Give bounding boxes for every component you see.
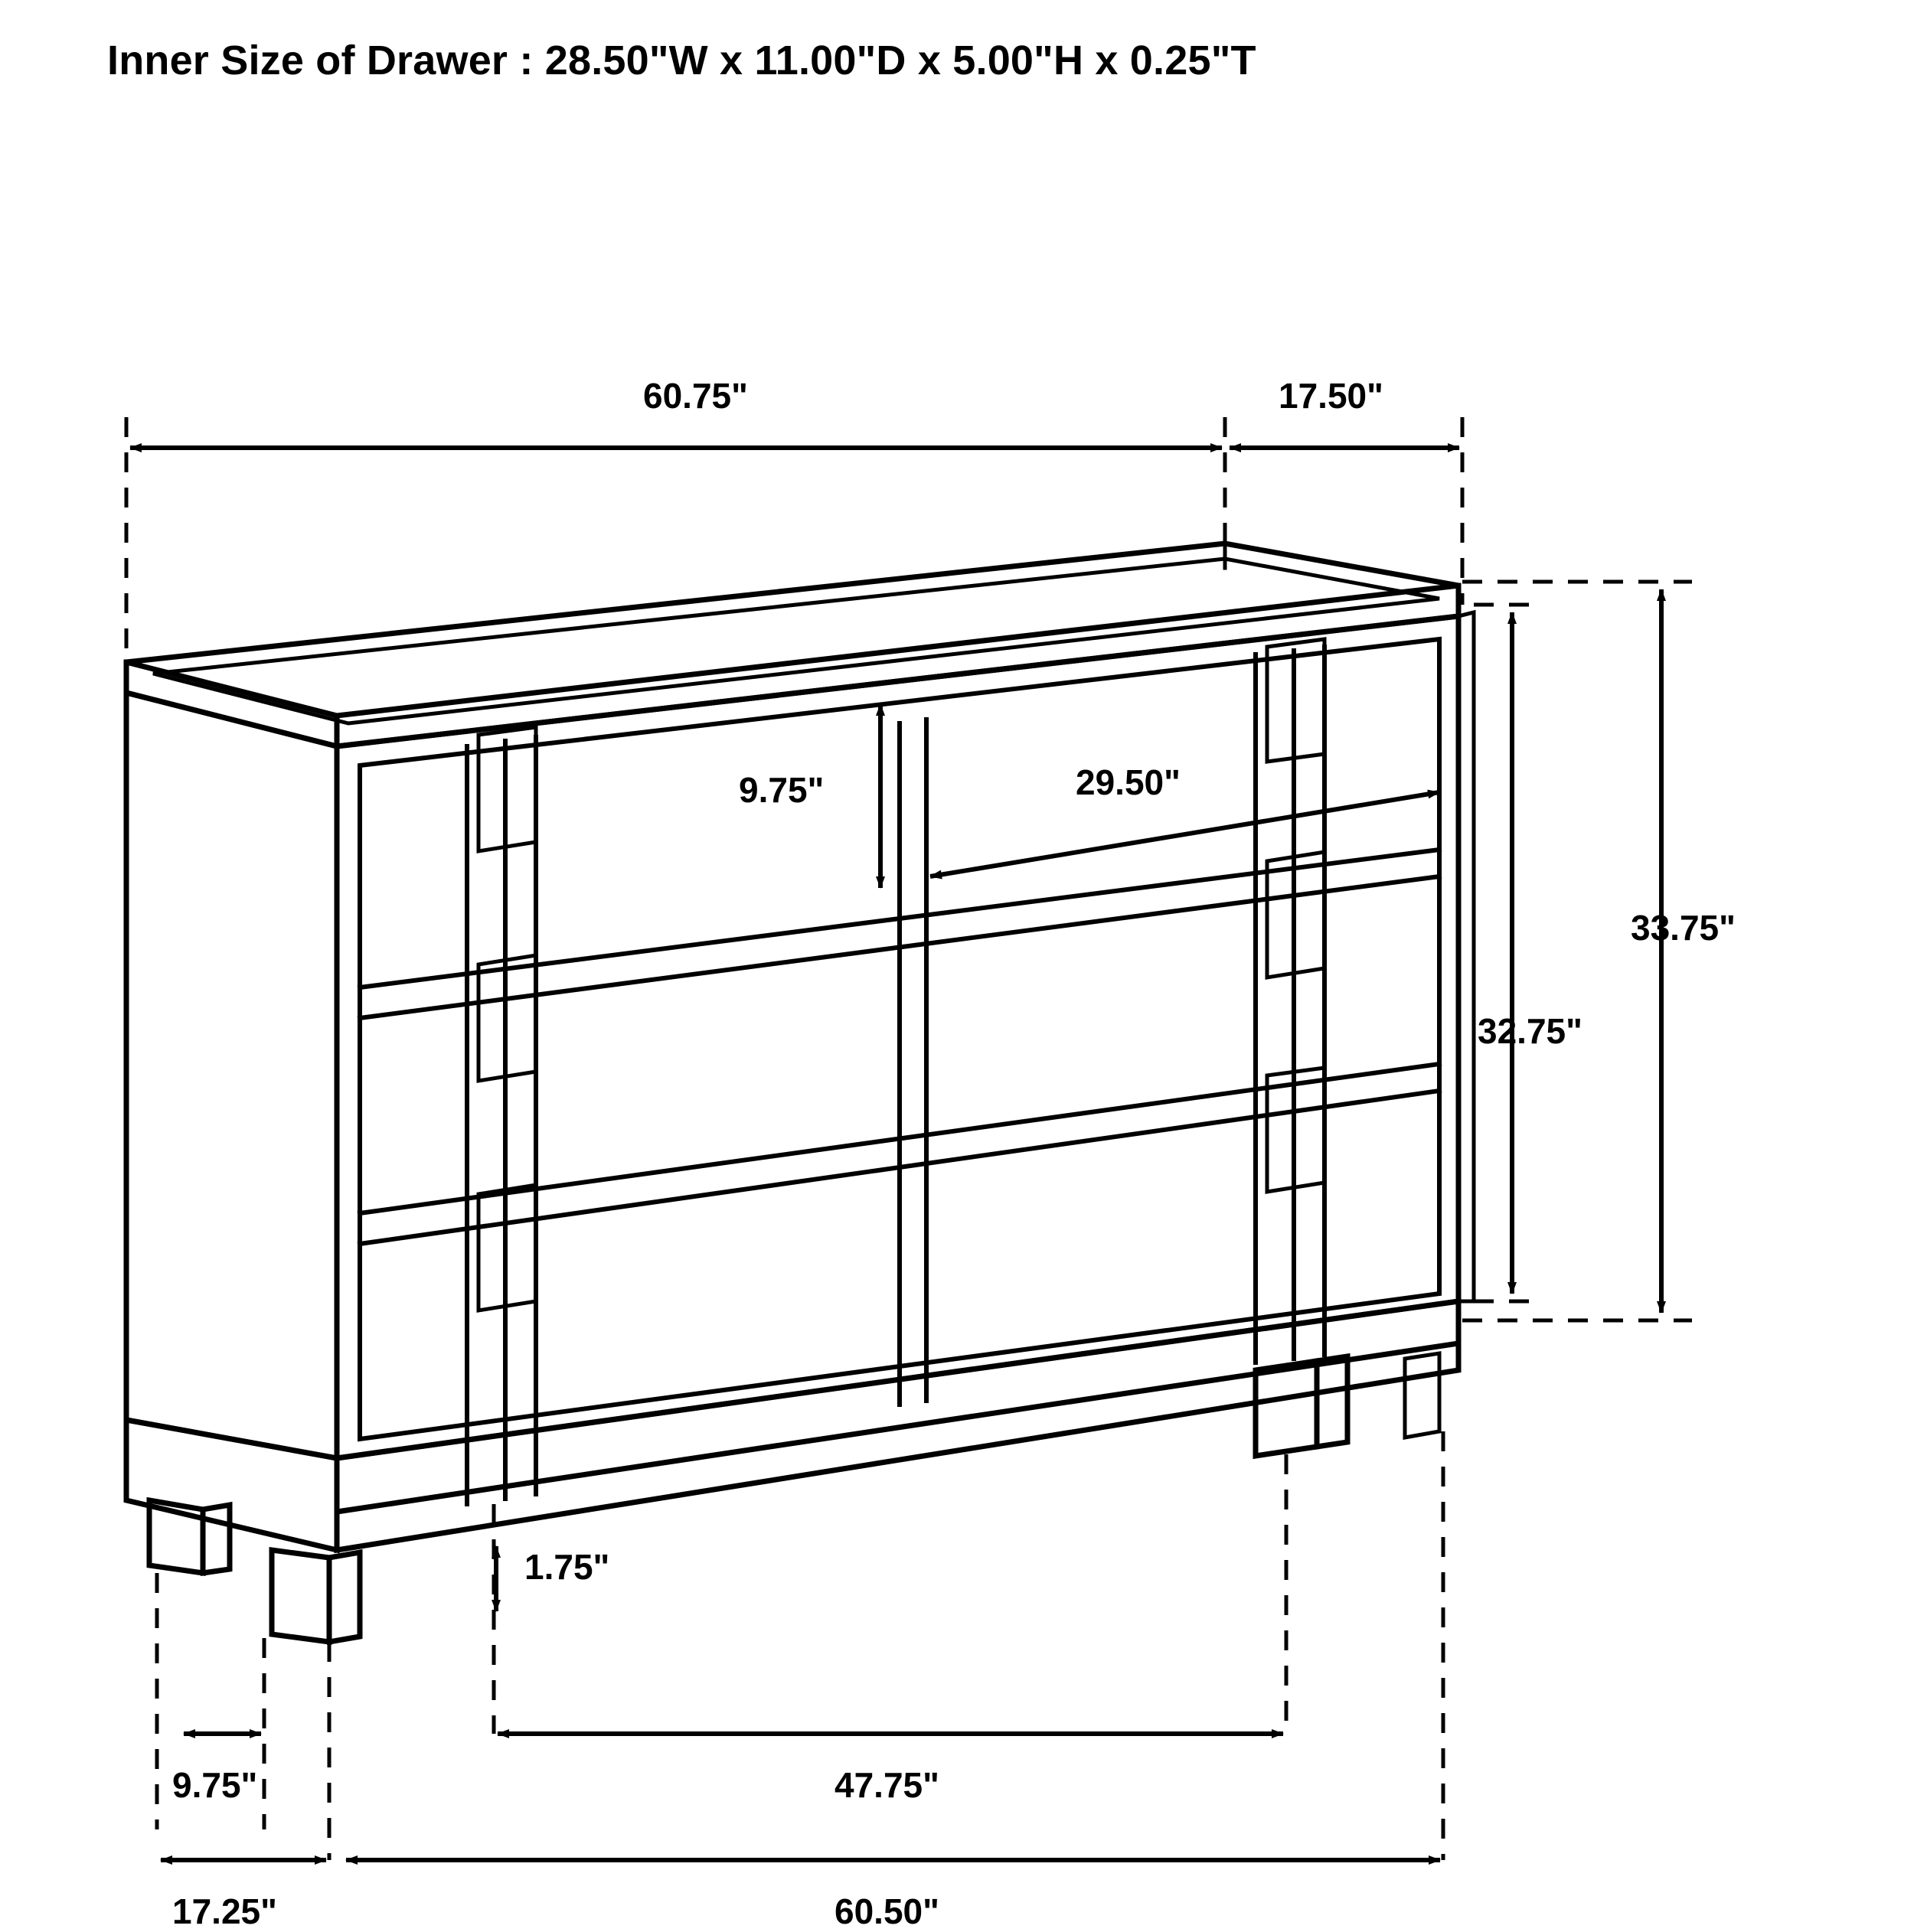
- dim-label-body-height: 32.75": [1478, 1011, 1582, 1051]
- leg-front-left-side: [329, 1552, 360, 1642]
- dim-label-total-height: 33.75": [1631, 908, 1736, 948]
- leg-right-front: [1256, 1361, 1317, 1456]
- leg-far-right: [1405, 1353, 1439, 1438]
- dim-label-base-depth: 17.25": [172, 1891, 277, 1931]
- left-side-panel: [126, 693, 337, 1458]
- dresser-body: [126, 543, 1474, 1642]
- page-title: Inner Size of Drawer : 28.50"W x 11.00"D x 5.00"H x 0.25"T: [107, 38, 1256, 83]
- leg-right-side: [1317, 1356, 1347, 1447]
- top-surface: [126, 543, 1458, 716]
- dim-label-base-span: 47.75": [835, 1765, 939, 1805]
- dim-drawer-width-line: [930, 792, 1439, 876]
- dim-label-top-depth: 17.50": [1279, 376, 1383, 416]
- leg-rear-left-side: [203, 1505, 230, 1573]
- leg-front-left: [272, 1550, 329, 1642]
- dim-label-drawer-width: 29.50": [1076, 762, 1181, 802]
- dim-label-drawer-height: 9.75": [739, 770, 825, 810]
- dim-label-base-width: 60.50": [835, 1891, 939, 1931]
- dim-label-leg-height: 1.75": [524, 1547, 610, 1587]
- dim-label-leg-inset: 9.75": [172, 1765, 258, 1805]
- dim-label-top-width: 60.75": [643, 376, 748, 416]
